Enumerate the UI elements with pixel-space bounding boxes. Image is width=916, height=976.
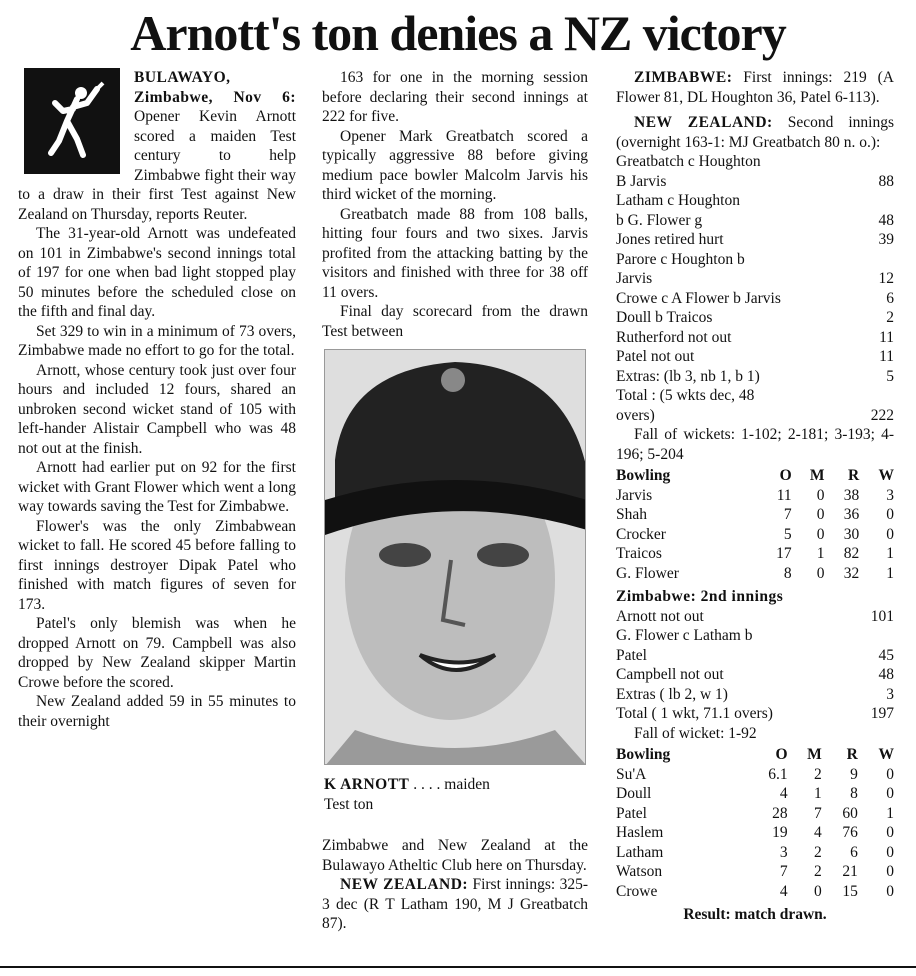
batsman-entry: Parore c Houghton b — [616, 250, 745, 268]
bowling-header-cell: R — [846, 746, 858, 763]
runs-value: 12 — [878, 270, 894, 287]
batsman-entry: G. Flower c Latham b — [616, 627, 753, 644]
bowling-figure: 0 — [886, 765, 894, 783]
caption-dots: . . . . maiden — [409, 776, 490, 793]
batting-row — [616, 269, 894, 289]
runs-value: 88 — [878, 172, 894, 190]
batting-row — [616, 289, 894, 309]
bowler-name: Traicos — [616, 545, 662, 562]
runs-value: 48 — [878, 211, 894, 229]
zim-first-innings-label: ZIMBABWE: — [634, 69, 733, 86]
bowler-name: G. Flower — [616, 564, 679, 582]
bowling-figure: 9 — [850, 765, 858, 783]
bowling-figure: 2 — [813, 843, 822, 861]
bowling-figure: 15 — [842, 882, 858, 900]
bowling-figure: 6 — [850, 843, 858, 861]
bowling-row — [616, 784, 894, 804]
bowling-figure: 7 — [779, 863, 788, 880]
batting-row — [616, 250, 894, 270]
bowling-header-cell: Bowling — [616, 746, 671, 763]
bowling-figure: 32 — [843, 564, 860, 582]
bowling-figure: 60 — [842, 804, 858, 822]
batsman-entry: Total ( 1 wkt, 71.1 overs) — [616, 705, 773, 722]
batting-row — [616, 607, 894, 627]
bowling-figure: 0 — [886, 525, 894, 543]
bowling-row — [616, 765, 894, 785]
bowler-name: Latham — [616, 843, 664, 861]
batsman-entry: Jarvis — [616, 270, 653, 287]
portrait-image — [325, 350, 586, 765]
runs-value: 197 — [870, 705, 894, 722]
batting-row — [616, 191, 894, 211]
article-paragraph: Final day scorecard from the drawn Test between — [322, 303, 588, 340]
batsman-entry: b G. Flower g — [616, 211, 703, 229]
batting-row — [616, 308, 894, 328]
bowling-figure: 0 — [886, 882, 894, 900]
runs-value: 222 — [870, 406, 894, 424]
bowling-row — [616, 843, 894, 863]
bowling-figure: 4 — [779, 882, 788, 900]
nz-first-innings — [322, 875, 588, 934]
zim-first-innings — [616, 68, 894, 107]
runs-value: 39 — [878, 231, 894, 248]
bowling-figure: 0 — [816, 486, 825, 504]
bowling-row — [616, 804, 894, 824]
caption-name: K ARNOTT — [324, 776, 410, 793]
batsman-entry: Jones retired hurt — [616, 231, 724, 248]
bowling-figure: 0 — [886, 785, 894, 802]
article-paragraph: Arnott, whose century took just over four hours and included 12 fours, shared an unbroken second wicket stand of 105 with left-hander Alistair Campbell who was 48 not out at the finish. — [18, 361, 296, 457]
bowling-header-cell: M — [807, 746, 822, 763]
article-column-2 — [322, 68, 588, 934]
batsman-icon — [37, 81, 107, 161]
bowling-header-cell: M — [809, 467, 825, 484]
bowling-figure: 7 — [783, 506, 792, 523]
article-paragraph: Opener Mark Greatbatch scored a typically aggressive 88 before giving medium pace bowler Malcolm Jarvis his third wicket of the morning. — [322, 127, 588, 203]
batting-row — [616, 211, 894, 231]
lead-text: Opener Kevin Arnott scored a maiden Test century to help Zimbabwe fight their way to a draw in their first Test against New Zealand on Thursday, reports Reuter. — [18, 108, 296, 223]
match-result: Result: match drawn. — [683, 906, 827, 923]
batting-row — [616, 626, 894, 646]
bowling-row — [616, 882, 894, 902]
bowler-name: Su'A — [616, 765, 647, 783]
bowling-figure: 0 — [886, 506, 894, 523]
batting-row — [616, 406, 894, 426]
zim-second-innings — [616, 587, 894, 607]
caption-rest: Test ton — [324, 795, 374, 813]
nz-first-innings-text: First innings: 325-3 dec (R T Latham 190, M J Greatbatch 87). — [322, 876, 588, 932]
bowling-figure: 1 — [816, 545, 825, 562]
bowling-header-cell: W — [878, 467, 894, 484]
nz-fall-of-wickets: Fall of wickets: 1-102; 2-181; 3-193; 4-196; 5-204 — [616, 426, 894, 463]
bowling-row — [616, 544, 894, 564]
batsman-entry: B Jarvis — [616, 172, 667, 190]
nz-batting-list — [616, 152, 894, 425]
bowler-name: Patel — [616, 804, 647, 822]
bowler-name: Jarvis — [616, 486, 653, 504]
zimbabwe-bowling-table — [616, 466, 894, 583]
bowling-figure: 30 — [843, 525, 860, 543]
bowling-figure: 2 — [813, 863, 822, 880]
article-paragraph: Flower's was the only Zimbabwean wicket to fall. He scored 45 before falling to first innings destroyer Dipak Patel who finished with match figures of seven for 173. — [18, 517, 296, 613]
zim-second-innings-text: 2nd innings — [696, 588, 784, 605]
column-2-after: Zimbabwe and New Zealand at the Bulawayo Atheltic Club here on Thursday. — [322, 837, 588, 874]
bowler-name: Crocker — [616, 525, 666, 543]
zim-first-innings-text: First innings: 219 (A Flower 81, DL Houghton 36, Patel 6-113). — [616, 69, 894, 106]
bowling-figure: 0 — [886, 824, 894, 841]
bowling-figure: 5 — [783, 525, 792, 543]
bowling-figure: 2 — [813, 765, 822, 783]
bowling-row — [616, 525, 894, 545]
nz-second-innings-label: NEW ZEALAND: — [634, 114, 773, 131]
batsman-entry: Latham c Houghton — [616, 192, 740, 209]
batsman-entry: Patel — [616, 646, 647, 664]
batsman-entry: Crowe c A Flower b Jarvis — [616, 289, 781, 307]
bowling-figure: 0 — [813, 882, 822, 900]
bowling-figure: 1 — [886, 804, 894, 822]
article-paragraph: Arnott had earlier put on 92 for the first wicket with Grant Flower which went a long way towards saving the Test for Zimbabwe. — [18, 459, 296, 515]
batting-row — [616, 230, 894, 250]
bowler-name: Haslem — [616, 824, 664, 841]
bowling-figure: 8 — [783, 564, 792, 582]
runs-value: 3 — [886, 685, 894, 703]
runs-value: 101 — [870, 607, 894, 625]
article-column-1 — [18, 68, 296, 731]
batting-row — [616, 646, 894, 666]
bowling-figure: 0 — [816, 525, 825, 543]
bowler-name: Shah — [616, 506, 647, 523]
batsman-entry: overs) — [616, 406, 655, 424]
batting-row — [616, 347, 894, 367]
batsman-entry: Rutherford not out — [616, 328, 732, 346]
zim-fall-of-wicket: Fall of wicket: 1-92 — [634, 724, 757, 742]
nz-bowling-table — [616, 745, 894, 901]
bowling-figure: 4 — [779, 785, 788, 802]
article-paragraph: Patel's only blemish was when he dropped Arnott on 79. Campbell was also dropped by New Zealand skipper Martin Crowe before the scored. — [18, 615, 296, 691]
zim-second-innings-label: Zimbabwe: — [616, 588, 697, 605]
batsman-entry: Doull b Traicos — [616, 309, 713, 326]
bottom-rule — [0, 966, 916, 968]
runs-value: 11 — [879, 348, 894, 365]
batsman-entry: Arnott not out — [616, 607, 704, 625]
batsman-entry: Greatbatch c Houghton — [616, 153, 761, 170]
bowling-figure: 3 — [779, 843, 788, 861]
runs-value: 45 — [878, 646, 894, 664]
bowling-row — [616, 862, 894, 882]
headline: Arnott's ton denies a NZ victory — [130, 5, 786, 61]
kevin-arnott-photo — [324, 349, 586, 765]
bowler-name: Crowe — [616, 882, 658, 900]
bowling-header-row — [616, 466, 894, 486]
bowling-figure: 4 — [813, 824, 822, 841]
bowling-figure: 1 — [886, 564, 894, 582]
runs-value: 11 — [879, 328, 894, 346]
bowling-figure: 19 — [772, 824, 788, 841]
bowling-figure: 28 — [772, 804, 788, 822]
runs-value: 5 — [886, 367, 894, 385]
batting-row — [616, 704, 894, 724]
bowling-header-cell: R — [848, 467, 860, 484]
batsman-entry: Total : (5 wkts dec, 48 — [616, 387, 755, 404]
batting-row — [616, 328, 894, 348]
runs-value: 6 — [886, 289, 894, 307]
batsman-entry: Extras ( lb 2, w 1) — [616, 685, 728, 703]
batsman-entry: Patel not out — [616, 348, 695, 365]
bowling-figure: 36 — [843, 506, 860, 523]
bowling-figure: 0 — [886, 843, 894, 861]
batting-row — [616, 367, 894, 387]
bowling-figure: 0 — [816, 506, 825, 523]
dateline: BULAWAYO, Zimbabwe, Nov 6: — [134, 69, 296, 106]
article-paragraph: Set 329 to win in a minimum of 73 overs, Zimbabwe made no effort to go for the total. — [18, 322, 296, 359]
batsman-entry: Extras: (lb 3, nb 1, b 1) — [616, 367, 760, 385]
bowling-row — [616, 564, 894, 584]
batting-row — [616, 386, 894, 406]
bowling-row — [616, 823, 894, 843]
bowling-figure: 7 — [813, 804, 822, 822]
bowling-figure: 76 — [842, 824, 858, 841]
bowling-header-cell: Bowling — [616, 467, 671, 484]
article-paragraph: The 31-year-old Arnott was undefeated on 101 in Zimbabwe's second innings total of 197 for one when bad light stopped play 50 minutes before the scheduled close on the fifth and final day. — [18, 225, 296, 320]
bowling-row — [616, 486, 894, 506]
zim-batting-list — [616, 607, 894, 724]
article-paragraph: 163 for one in the morning session before declaring their second innings at 222 for five. — [322, 69, 588, 125]
bowling-figure: 1 — [886, 545, 894, 562]
photo-caption — [324, 775, 588, 814]
batsman-entry: Campbell not out — [616, 666, 724, 683]
nz-second-innings — [616, 113, 894, 152]
article-paragraph: Greatbatch made 88 from 108 balls, hitting four fours and two sixes. Jarvis profited from the attacking batting by the visitors and finished with three for 38 off 11 overs. — [322, 205, 588, 301]
bowling-figure: 1 — [813, 785, 822, 802]
bowling-figure: 0 — [886, 863, 894, 880]
batting-row — [616, 172, 894, 192]
bowling-figure: 11 — [776, 486, 792, 504]
runs-value: 2 — [886, 309, 894, 326]
batting-row — [616, 665, 894, 685]
bowling-header-cell: O — [779, 467, 792, 484]
bowling-header-cell: W — [878, 746, 894, 763]
bowling-header-row — [616, 745, 894, 765]
batting-row — [616, 152, 894, 172]
bowling-figure: 0 — [816, 564, 825, 582]
bowling-figure: 8 — [850, 785, 858, 802]
runs-value: 48 — [878, 666, 894, 683]
bowling-figure: 17 — [776, 545, 792, 562]
column-2-body — [322, 68, 588, 341]
bowling-figure: 82 — [843, 545, 860, 562]
cricket-batsman-logo — [24, 68, 120, 174]
bowler-name: Watson — [616, 863, 663, 880]
article-paragraph: New Zealand added 59 in 55 minutes to their overnight — [18, 693, 296, 730]
bowling-figure: 6.1 — [768, 765, 788, 783]
column-1-body — [18, 224, 296, 731]
nz-first-innings-label: NEW ZEALAND: — [340, 876, 469, 893]
bowling-figure: 38 — [843, 486, 860, 504]
nz-second-innings-text: Second innings (overnight 163-1: MJ Greatbatch 80 n. o.): — [616, 114, 895, 151]
bowler-name: Doull — [616, 785, 652, 802]
scorecard-column — [616, 68, 894, 925]
bowling-figure: 21 — [842, 863, 858, 880]
bowling-row — [616, 505, 894, 525]
bowling-header-cell: O — [775, 746, 788, 763]
batting-row — [616, 685, 894, 705]
bowling-figure: 3 — [886, 486, 894, 504]
